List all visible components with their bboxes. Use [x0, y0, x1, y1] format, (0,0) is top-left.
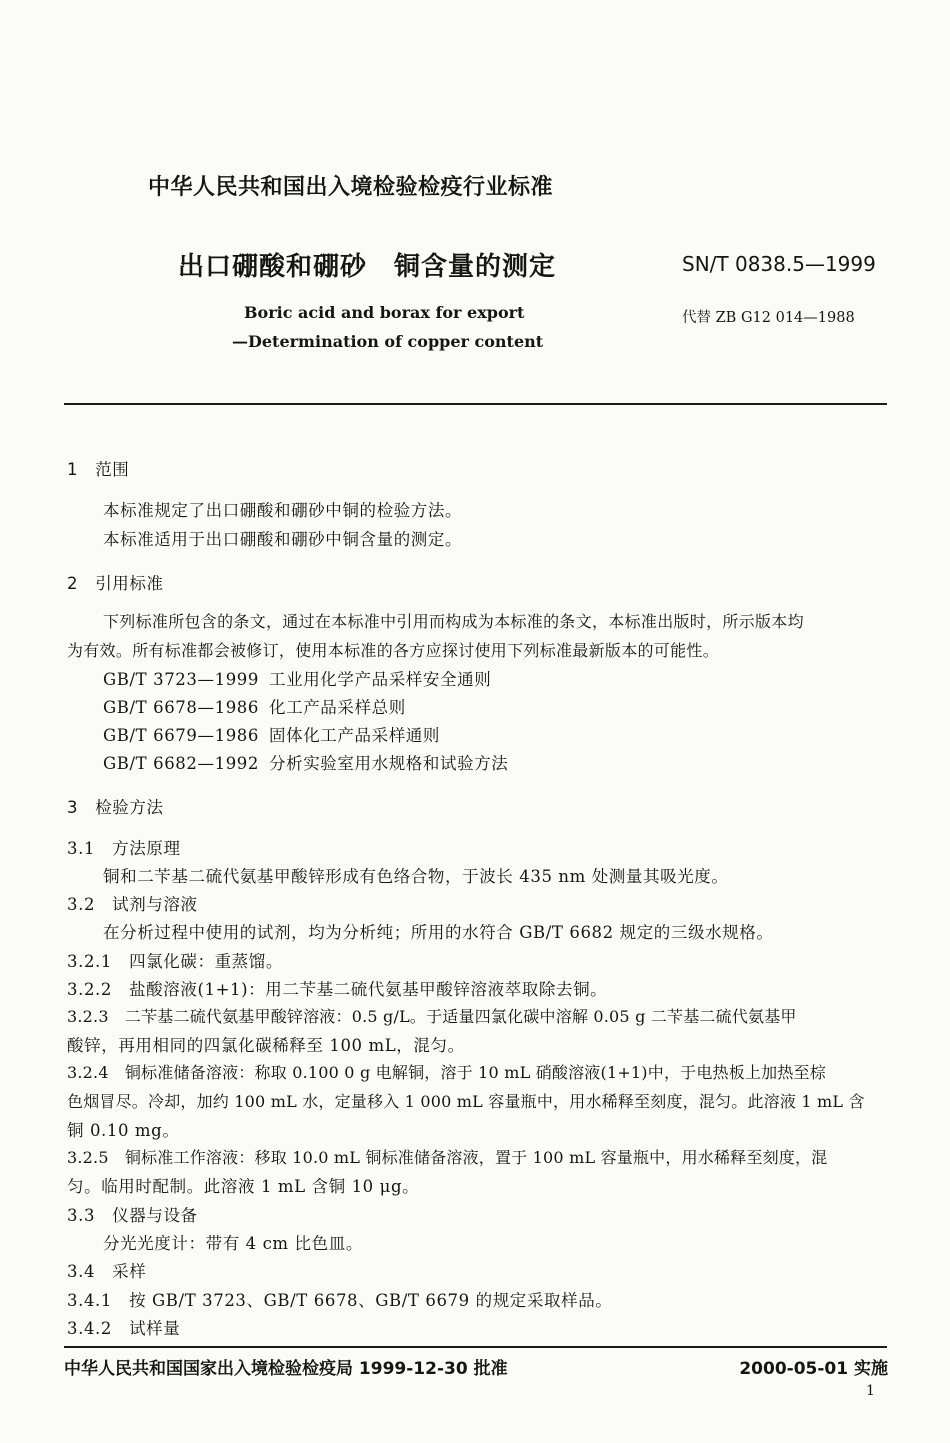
document-title-en-line2: —Determination of copper content — [232, 332, 544, 351]
section-3-2-3-line1: 3.2.3 二苄基二硫代氨基甲酸锌溶液：0.5 g/L。于适量四氯化碳中溶解 0.05 g 二苄基二硫代氨基甲 — [67, 1007, 797, 1026]
section-3-1-text: 铜和二苄基二硫代氨基甲酸锌形成有色络合物，于波长 435 nm 处测量其吸光度。 — [103, 867, 729, 886]
header-divider — [64, 403, 887, 405]
section-2-paragraph-line1: 下列标准所包含的条文，通过在本标准中引用而构成为本标准的条文，本标准出版时，所示版本均 — [103, 612, 804, 631]
section-3-2-4-line2: 色烟冒尽。冷却，加约 100 mL 水，定量移入 1 000 mL 容量瓶中，用水稀释至刻度，混匀。此溶液 1 mL 含 — [67, 1092, 865, 1111]
reference-code: GB/T 6679—1986 — [103, 726, 259, 745]
section-3-2-5-line1: 3.2.5 铜标准工作溶液：移取 10.0 mL 铜标准储备溶液，置于 100 mL 容量瓶中，用水稀释至刻度，混 — [67, 1148, 828, 1167]
section-3-1-heading: 3.1 方法原理 — [67, 839, 181, 858]
section-1-paragraph-2: 本标准适用于出口硼酸和硼砂中铜含量的测定。 — [103, 530, 463, 549]
reference-code: GB/T 6682—1992 — [103, 754, 259, 773]
footer-divider — [64, 1346, 887, 1348]
approval-statement: 中华人民共和国国家出入境检验检疫局 1999-12-30 批准 — [64, 1359, 508, 1379]
section-1-paragraph-1: 本标准规定了出口硼酸和硼砂中铜的检验方法。 — [103, 501, 463, 520]
reference-standard — [103, 722, 440, 746]
section-3-4-2: 3.4.2 试样量 — [67, 1319, 181, 1338]
section-3-2-heading: 3.2 试剂与溶液 — [67, 895, 198, 914]
section-3-4-heading: 3.4 采样 — [67, 1262, 147, 1281]
document-title-en-line1: Boric acid and borax for export — [244, 303, 525, 322]
section-3-2-1: 3.2.1 四氯化碳：重蒸馏。 — [67, 952, 283, 971]
page-number: 1 — [866, 1383, 875, 1399]
reference-standard — [103, 666, 491, 690]
section-3-2-4-line3: 铜 0.10 mg。 — [67, 1121, 180, 1140]
section-3-3-text: 分光光度计：带有 4 cm 比色皿。 — [103, 1234, 363, 1253]
section-3-2-3-line2: 酸锌，再用相同的四氯化碳稀释至 100 mL，混匀。 — [67, 1036, 465, 1055]
section-3-4-1: 3.4.1 按 GB/T 3723、GB/T 6678、GB/T 6679 的规定采取样品。 — [67, 1291, 613, 1310]
standard-number: SN/T 0838.5—1999 — [682, 252, 876, 276]
replaces-standard: 代替 ZB G12 014—1988 — [682, 310, 855, 326]
section-3-2-2: 3.2.2 盐酸溶液(1+1)：用二苄基二硫代氨基甲酸锌溶液萃取除去铜。 — [67, 980, 608, 999]
industry-standard-title: 中华人民共和国出入境检验检疫行业标准 — [148, 175, 554, 200]
section-3-2-text: 在分析过程中使用的试剂，均为分析纯；所用的水符合 GB/T 6682 规定的三级水规格。 — [103, 923, 774, 942]
section-2-paragraph-line2: 为有效。所有标准都会被修订，使用本标准的各方应探讨使用下列标准最新版本的可能性。 — [67, 641, 720, 660]
section-2-heading: 2 引用标准 — [67, 574, 164, 593]
reference-title: 固体化工产品采样通则 — [269, 726, 440, 745]
implementation-date: 2000-05-01 实施 — [739, 1359, 888, 1379]
document-title-cn: 出口硼酸和硼砂 铜含量的测定 — [178, 252, 557, 282]
section-3-3-heading: 3.3 仪器与设备 — [67, 1206, 198, 1225]
reference-title: 工业用化学产品采样安全通则 — [269, 670, 492, 689]
reference-title: 分析实验室用水规格和试验方法 — [269, 754, 509, 773]
section-1-heading: 1 范围 — [67, 460, 130, 479]
reference-title: 化工产品采样总则 — [269, 698, 406, 717]
reference-code: GB/T 6678—1986 — [103, 698, 259, 717]
section-3-2-4-line1: 3.2.4 铜标准储备溶液：称取 0.100 0 g 电解铜，溶于 10 mL 硝酸溶液(1+1)中，于电热板上加热至棕 — [67, 1063, 826, 1082]
section-3-heading: 3 检验方法 — [67, 798, 164, 817]
section-3-2-5-line2: 匀。临用时配制。此溶液 1 mL 含铜 10 μg。 — [67, 1177, 420, 1196]
reference-standard — [103, 694, 406, 718]
reference-standard — [103, 750, 508, 774]
reference-code: GB/T 3723—1999 — [103, 670, 259, 689]
